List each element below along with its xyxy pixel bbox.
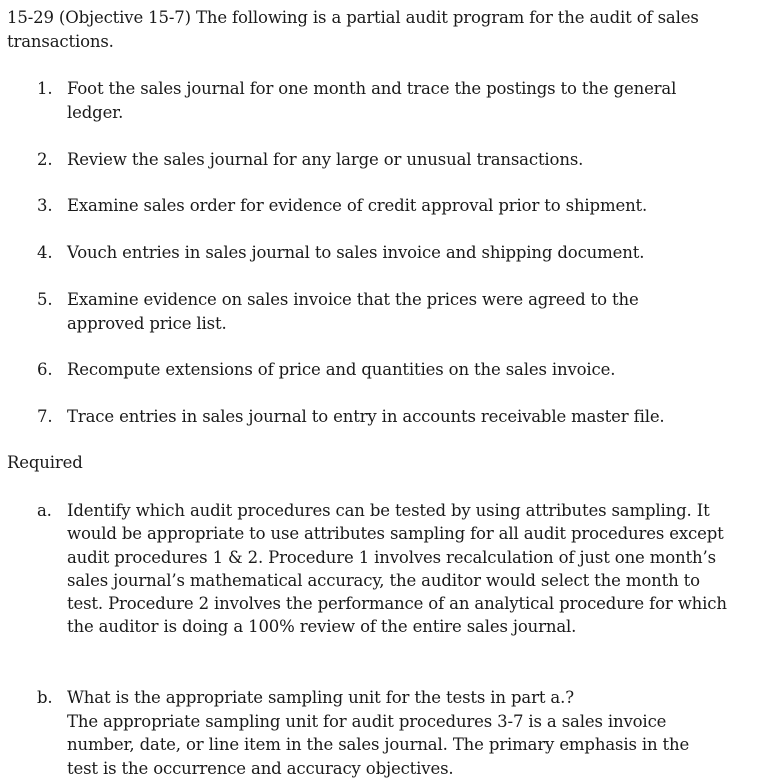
- procedure-number: 1.: [37, 79, 53, 98]
- procedure-number: 4.: [37, 243, 53, 262]
- question-body: [67, 686, 717, 780]
- procedure-number: 6.: [37, 360, 53, 379]
- procedure-text: Vouch entries in sales journal to sales invoice and shipping document.: [67, 243, 645, 262]
- procedure-text: Foot the sales journal for one month and trace the postings to the general ledger.: [67, 79, 677, 122]
- procedure-number: 3.: [37, 196, 53, 215]
- procedure-text: Examine evidence on sales invoice that the prices were agreed to the approved price list.: [67, 290, 639, 333]
- answer-text: The appropriate sampling unit for audit procedures 3-7 is a sales invoice number, date, or line item in the sales journal. The primary emphasis in the test is the occurrence and accuracy objectives.: [67, 711, 690, 778]
- procedure-text: Trace entries in sales journal to entry in accounts receivable master file.: [67, 407, 665, 426]
- question-text: Identify which audit procedures can be tested by using attributes sampling. It would be appropriate to use attributes sampling for all audit procedures except audit procedures 1 & 2. Procedure 1 involves recalculation of just one month’s sales journal’s mathematical accuracy, the auditor would select the month to test. Procedure 2 involves the performance of an analytical procedure for which the auditor is doing a 100% review of the entire sales journal.: [67, 501, 727, 637]
- procedure-number: 7.: [37, 407, 53, 426]
- question-text: What is the appropriate sampling unit for the tests in part a.?: [67, 688, 574, 707]
- procedure-text: Recompute extensions of price and quantities on the sales invoice.: [67, 360, 616, 379]
- procedure-text: Review the sales journal for any large or unusual transactions.: [67, 150, 584, 169]
- required-heading: Required: [7, 453, 83, 472]
- procedure-number: 2.: [37, 150, 53, 169]
- question-letter: b.: [37, 688, 53, 707]
- procedure-number: 5.: [37, 290, 53, 309]
- procedure-text: Examine sales order for evidence of credit approval prior to shipment.: [67, 196, 648, 215]
- question-letter: a.: [37, 501, 52, 520]
- problem-intro: 15-29 (Objective 15-7) The following is a partial audit program for the audit of sales transactions.: [7, 8, 699, 51]
